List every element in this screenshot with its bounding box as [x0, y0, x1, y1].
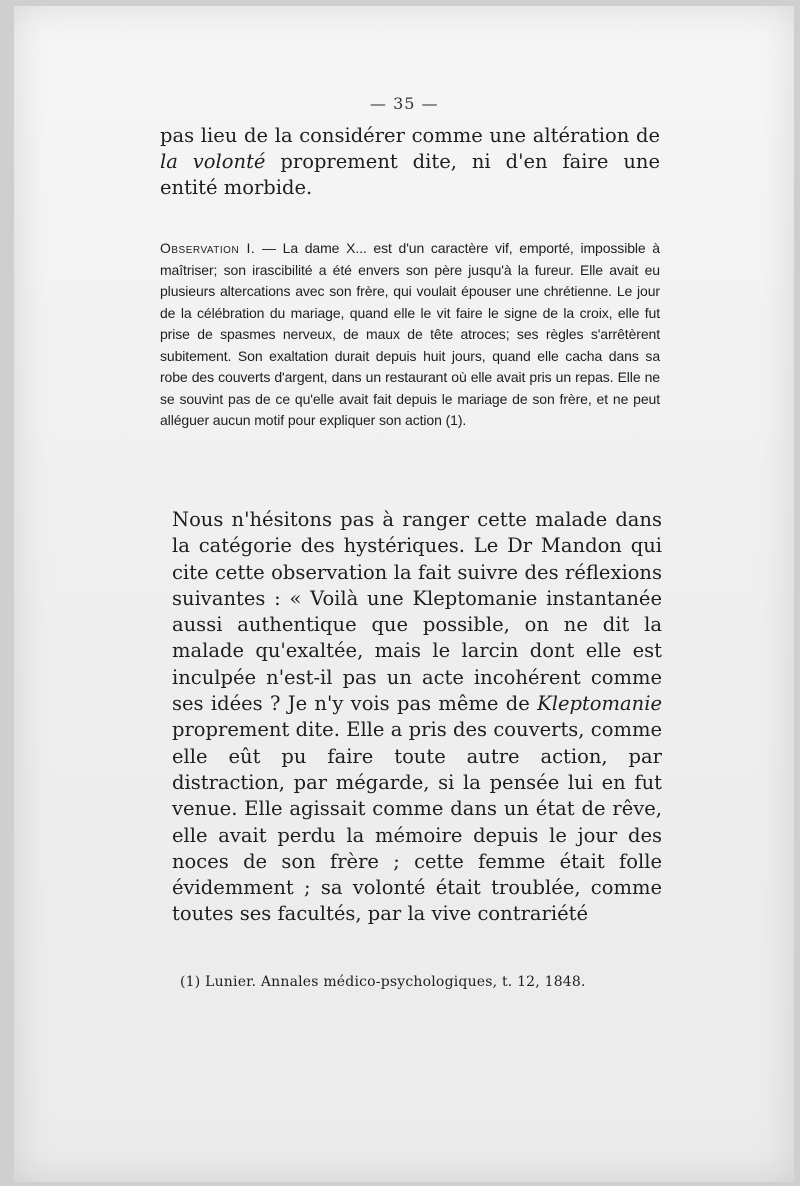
paragraph-intro-text-a: pas lieu de la considérer comme une altération de: [160, 124, 660, 147]
observation-text: — La dame X... est d'un caractère vif, emporté, impossible à maîtriser; son irascibilité a été envers son père jusqu'à la fureur. Elle avait eu plusieurs altercations avec son frère, qui voulait épouser une chrétienne. Le jour de la célébration du mariage, quand elle le vit faire le signe de la croix, elle fut prise de spasmes nerveux, de maux de tête atroces; ses règles s'arrêtèrent subitement. Son exaltation durait depuis huit jours, quand elle cacha dans sa robe des couverts d'argent, dans un restaurant où elle avait pris un repas. Elle ne se souvint pas de ce qu'elle avait fait depuis le mariage de son frère, et ne peut alléguer aucun motif pour expliquer son action (1).: [160, 240, 660, 428]
observation-block: [160, 238, 660, 432]
paragraph-discussion-text-b: proprement dite. Elle a pris des couverts, comme elle eût pu faire toute autre action, par distraction, par mégarde, si la pensée lui en fut venue. Elle agissait comme dans un état de rêve, elle avait perdu la mémoire depuis le jour des noces de son frère ; cette femme était folle évidemment ; sa volonté était troublée, comme toutes ses facultés, par la vive contrariété: [172, 718, 662, 926]
emphasis-la-volonte: la volonté: [160, 150, 266, 173]
paragraph-intro-text-b: proprement dite, ni d'en faire une entité morbide.: [160, 150, 660, 199]
paragraph-discussion: [172, 507, 662, 928]
paragraph-discussion-text-a: Nous n'hésitons pas à ranger cette malade dans la catégorie des hystériques. Le Dr Mandon qui cite cette observation la fait suivre des réflexions suivantes : « Voilà une Kleptomanie instantanée aussi authentique que possible, on ne dit la malade qu'exaltée, mais le larcin dont elle est inculpée n'est-il pas un acte incohérent comme ses idées ? Je n'y vois pas même de: [172, 508, 662, 716]
paragraph-intro: [160, 123, 660, 201]
observation-label: Observation I.: [160, 240, 256, 256]
book-page: [14, 6, 794, 1182]
page-number: — 35 —: [370, 94, 439, 113]
footnote: (1) Lunier. Annales médico-psychologiques, t. 12, 1848.: [180, 974, 586, 990]
emphasis-kleptomanie: Kleptomanie: [537, 692, 662, 716]
